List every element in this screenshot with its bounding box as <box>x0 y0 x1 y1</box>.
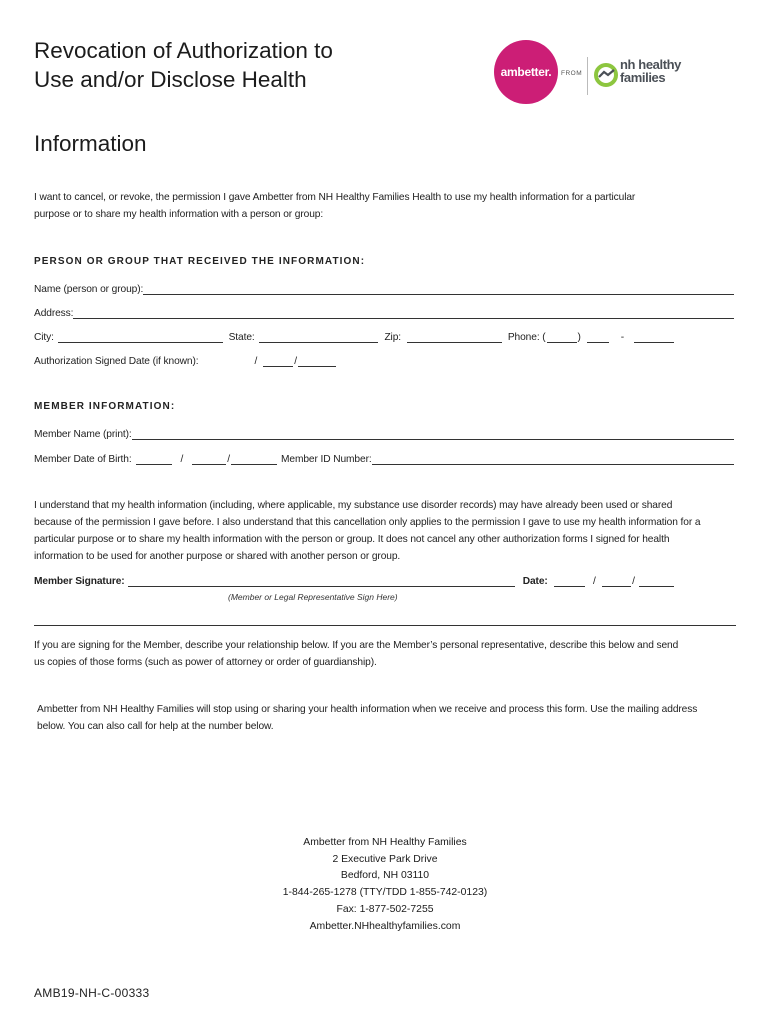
address-fax: Fax: 1-877-502-7255 <box>336 903 434 915</box>
person-city-row <box>34 327 674 343</box>
member-dob-label: Member Date of Birth: <box>34 454 132 465</box>
address-phone: 1-844-265-1278 (TTY/TDD 1-855-742-0123) <box>282 887 488 899</box>
auth-date-label: Authorization Signed Date (if known): <box>34 356 199 367</box>
member-dob-day-field[interactable] <box>192 453 226 465</box>
member-name-label: Member Name (print): <box>34 429 132 440</box>
auth-date-row <box>34 351 364 367</box>
address-website: Ambetter.NHhealthyfamilies.com <box>309 920 461 932</box>
signature-date-sep-2: / <box>632 576 635 587</box>
member-dob-month-field[interactable] <box>136 453 172 465</box>
phone-area-code-field[interactable] <box>547 331 577 343</box>
state-label: State: <box>228 332 255 343</box>
city-label: City: <box>34 332 54 343</box>
nh-healthy-families-icon <box>593 62 619 88</box>
ambetter-logo <box>494 40 558 104</box>
city-field[interactable] <box>58 331 223 343</box>
relationship-paragraph <box>34 637 739 671</box>
signature-date-label: Date: <box>522 576 548 587</box>
member-dob-sep-2: / <box>227 454 231 465</box>
signature-row <box>34 571 674 587</box>
phone-line-field[interactable] <box>634 331 674 343</box>
signature-date-sep-1: / <box>593 576 596 587</box>
signature-field[interactable] <box>128 575 515 587</box>
page-title-line-2: Use and/or Disclose Health <box>34 67 307 92</box>
zip-field[interactable] <box>407 331 502 343</box>
address-line-3: Bedford, NH 03110 <box>340 870 430 882</box>
member-dob-row <box>34 449 734 465</box>
understand-paragraph <box>34 497 739 565</box>
signature-date-year-field[interactable] <box>639 575 674 587</box>
intro-paragraph <box>34 189 734 223</box>
person-name-row <box>34 279 734 295</box>
person-address-label: Address: <box>34 308 74 319</box>
form-code: AMB19-NH-C-00333 <box>34 986 150 1000</box>
address-line-1: Ambetter from NH Healthy Families <box>303 837 467 848</box>
auth-date-year-field[interactable] <box>298 355 336 367</box>
phone-prefix-field[interactable] <box>587 331 609 343</box>
understand-line-2: because of the permission I gave before. I also understand that this cancellation only applies to the permission I gave to use my health information for a <box>34 517 701 528</box>
auth-date-sep-2: / <box>294 356 297 367</box>
mailing-line-2: below. You can also call for help at the number below. <box>37 721 274 732</box>
member-name-field[interactable] <box>132 428 734 440</box>
understand-line-1: I understand that my health information (including, where applicable, my substance use disorder records) may have already been used or shared <box>34 500 673 511</box>
nh-healthy-text: nh healthy <box>620 57 682 72</box>
families-text: families <box>620 70 666 85</box>
person-name-field[interactable] <box>143 283 734 295</box>
nh-healthy-families-logo-text <box>620 58 681 84</box>
mailing-line-1: Ambetter from NH Healthy Families will stop using or sharing your health information when we receive and process this form. Use the mailing address <box>37 704 698 715</box>
member-dob-sep-1: / <box>180 454 184 465</box>
page-title <box>34 36 333 94</box>
logo-divider <box>587 57 588 95</box>
ambetter-logo-text: ambetter. <box>500 65 552 79</box>
member-id-label: Member ID Number: <box>281 454 372 465</box>
zip-label: Zip: <box>384 332 402 343</box>
page-title-line-3: Information <box>34 131 147 156</box>
signature-date-month-field[interactable] <box>554 575 585 587</box>
understand-line-4: information to be used for another purpose or shared with another person or group. <box>34 551 401 562</box>
phone-paren-close: ) <box>577 332 581 343</box>
person-section-heading: PERSON OR GROUP THAT RECEIVED THE INFORMATION: <box>34 256 366 267</box>
understand-line-3: particular purpose or to share my health information with the person or group. It does not cancel any other authorization forms I signed for health <box>34 534 670 545</box>
intro-line-1: I want to cancel, or revoke, the permission I gave Ambetter from NH Healthy Families Health to use my health information for a particular <box>34 192 636 203</box>
auth-date-month-field[interactable] <box>232 355 250 367</box>
relationship-line-2: us copies of those forms (such as power of attorney or order of guardianship). <box>34 657 377 668</box>
signature-date-day-field[interactable] <box>602 575 631 587</box>
address-line-2: 2 Executive Park Drive <box>332 853 438 865</box>
member-id-field[interactable] <box>372 453 734 465</box>
phone-label: Phone: ( <box>507 332 546 343</box>
phone-dash: - <box>620 332 625 343</box>
state-field[interactable] <box>259 331 379 343</box>
signature-label: Member Signature: <box>34 576 125 587</box>
auth-date-day-field[interactable] <box>263 355 293 367</box>
member-section-heading: MEMBER INFORMATION: <box>34 401 176 412</box>
person-address-field[interactable] <box>73 307 734 319</box>
auth-date-sep-1: / <box>254 356 258 367</box>
section-divider <box>34 625 736 626</box>
person-address-row <box>34 303 734 319</box>
logo-from-text: FROM <box>561 70 583 77</box>
mailing-address-block <box>200 835 570 935</box>
member-dob-year-field[interactable] <box>231 453 277 465</box>
signature-caption: (Member or Legal Representative Sign Here) <box>228 592 398 602</box>
person-name-label: Name (person or group): <box>34 284 144 295</box>
page-title-line-1: Revocation of Authorization to <box>34 38 333 63</box>
member-name-row <box>34 424 734 440</box>
intro-line-2: purpose or to share my health information with a person or group: <box>34 209 324 220</box>
mailing-paragraph <box>37 701 742 735</box>
relationship-line-1: If you are signing for the Member, describe your relationship below. If you are the Member’s personal representative, describe this below and send <box>34 640 679 651</box>
